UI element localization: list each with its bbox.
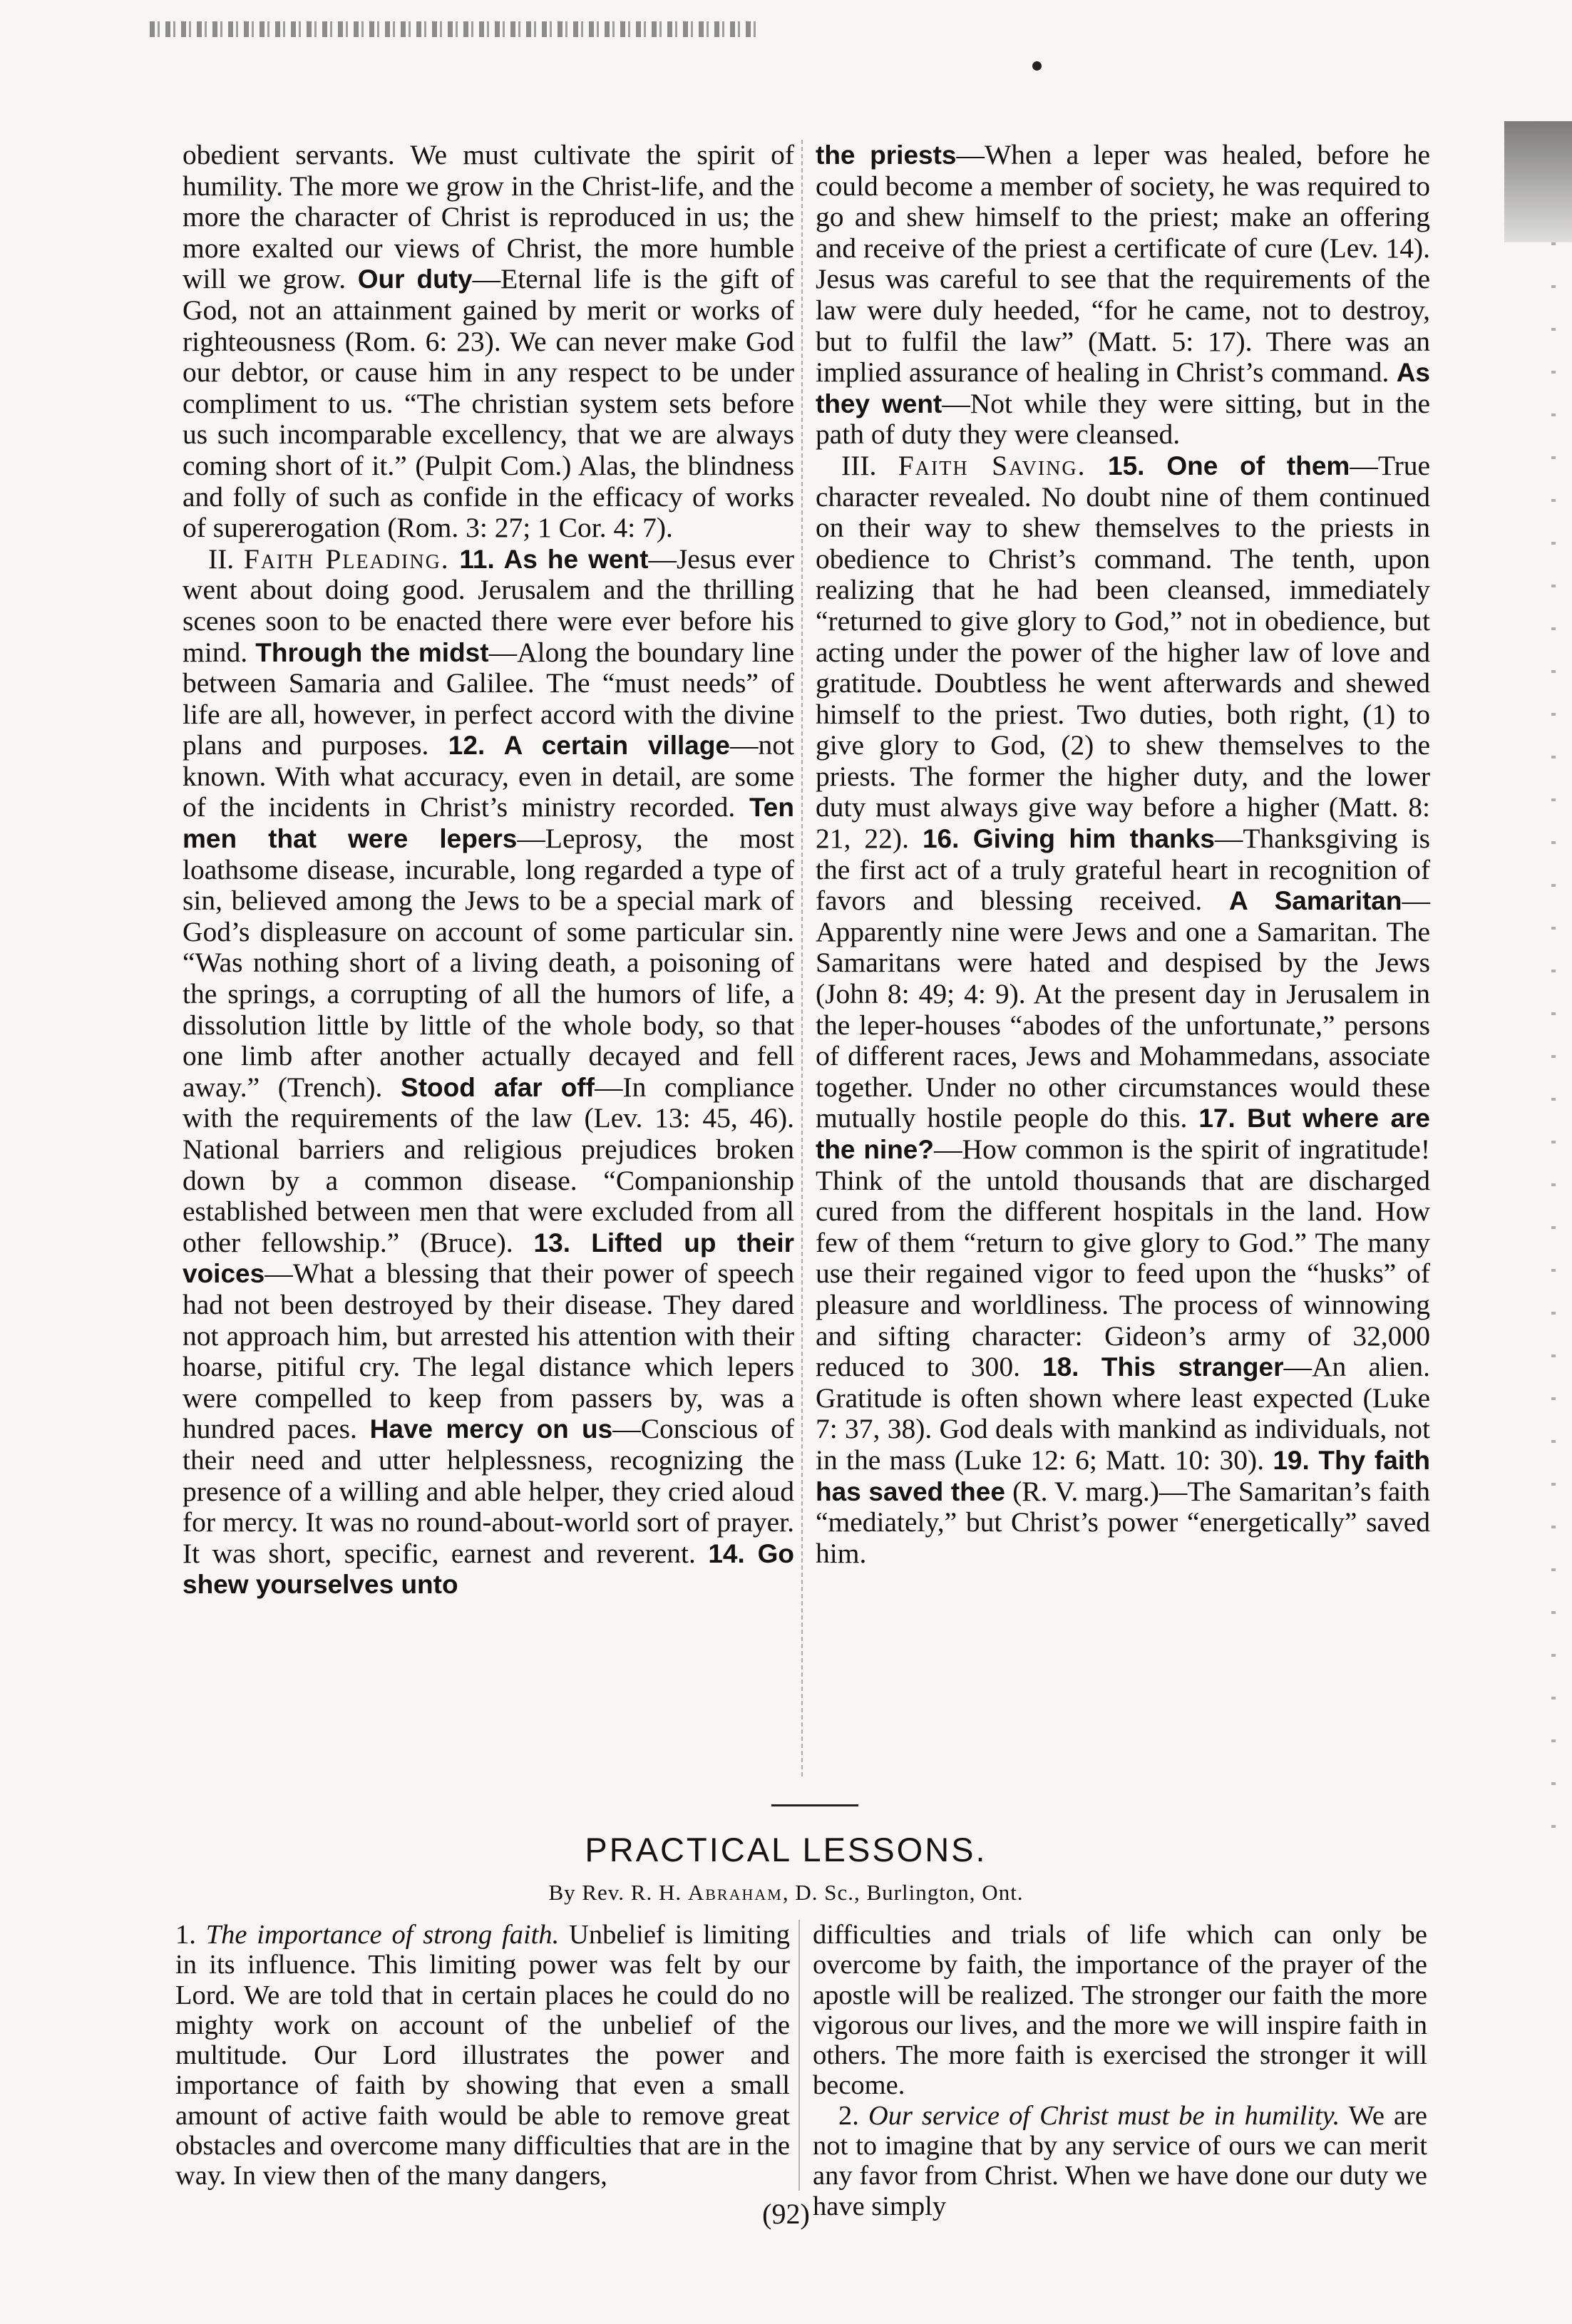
verse-keyword: 16. Giving him thanks — [922, 824, 1215, 854]
paragraph — [183, 140, 794, 544]
verse-keyword: As they went — [816, 358, 1430, 418]
text-run — [1086, 450, 1108, 481]
verse-keyword: Stood afar off — [401, 1072, 595, 1102]
text-run: —In compliance with the requirements of the law (Lev. 13: 45, 46). National barriers and religious prejudices broken down by a common disease. “Companionship established between men that were excluded from all other fellowship.” (Bruce). — [183, 1071, 794, 1258]
scan-edge-dots — [1551, 242, 1556, 1868]
lessons-left-column — [175, 1920, 790, 2191]
text-run: —Not while they were sitting, but in the path of duty they were cleansed. — [816, 387, 1430, 451]
paragraph — [175, 1920, 790, 2191]
text-run: —When a leper was healed, before he could become a member of society, he was required to go and shew himself to the priest; make an offering and receive of the priest a certificate of cure (Lev. 14). Jesus was careful to see that the requirements of the law were duly heeded, “for he came, not to destroy, but to fulfil the law” (Matt. 5: 17). There was an implied assurance of healing in Christ’s command. — [816, 139, 1430, 389]
verse-keyword: Have mercy on us — [369, 1414, 613, 1444]
text-run: —What a blessing that their power of speech had not been destroyed by their disease. They dared not approach him, but arrested his attention with their hoarse, pitiful cry. The legal distance which lepers were compelled to keep from passers by, was a hundred paces. — [183, 1258, 794, 1445]
text-run: —Conscious of their need and utter helplessness, recognizing the presence of a willing and able helper, they cried aloud for mercy. It was no round-about-world sort of prayer. It was short, specific, earnest and reverent. — [183, 1413, 794, 1569]
lesson-heading: The importance of strong faith. — [205, 1920, 560, 1950]
text-run: —Jesus ever went about doing good. Jerusalem and the thrilling scenes soon to be enacted there were ever before his mind. — [183, 543, 794, 668]
text-run: —Thanksgiving is the first act of a truly grateful heart in recognition of favors and blessing received. — [816, 823, 1431, 917]
section-title: PRACTICAL LESSONS. — [585, 1831, 987, 1868]
commentary-left-column — [183, 140, 794, 1600]
text-run: Unbelief is limiting in its influence. This limiting power was felt by our Lord. We are told that in certain places he could do no mighty work on account of the unbelief of the multitude. Our Lord illustrates the power and importance of faith by showing that even a small amount of active faith would be able to remove great obstacles and overcome many difficulties that are in the way. In view then of the many dangers, — [175, 1920, 790, 2191]
page-number: (92) — [762, 2198, 810, 2230]
verse-keyword: 14. Go shew yourselves unto — [183, 1538, 794, 1600]
lessons-column-divider — [798, 1920, 800, 2191]
text-run — [450, 543, 460, 575]
text-run: III. — [841, 449, 898, 481]
section-heading: Faith Pleading. — [243, 543, 450, 575]
commentary-right-column — [816, 140, 1430, 1569]
column-divider — [801, 140, 803, 1777]
verse-keyword: Through the midst — [255, 637, 489, 667]
text-run: We are not to imagine that by any service of ours we can merit any favor from Christ. When we have done our duty we have simply — [813, 2100, 1428, 2221]
byline-prefix: By Rev. R. H. — [548, 1880, 688, 1905]
verse-keyword: 11. As he went — [459, 544, 649, 574]
scan-artifact-top — [150, 21, 756, 37]
verse-keyword: the priests — [816, 140, 957, 170]
text-run: —How common is the spirit of ingratitude! Think of the untold thousands that are discharged cured from the different hospitals in the land. How few of them “return to give glory to God.” The many use their regained vigor to feed upon the “husks” of pleasure and worldliness. The process of winnowing and sifting character: Gideon’s army of 32,000 reduced to 300. — [816, 1133, 1430, 1383]
byline — [0, 1880, 1572, 1906]
verse-keyword: Our duty — [357, 264, 473, 294]
byline-suffix: , D. Sc., Burlington, Ont. — [782, 1880, 1024, 1905]
paragraph — [813, 1920, 1427, 2101]
text-run: (R. V. marg.)—The Samaritan’s faith “mediately,” but Christ’s power “energetically” saved him. — [816, 1475, 1430, 1569]
scan-edge-shadow — [1504, 121, 1572, 242]
text-run: obedient servants. We must cultivate the spirit of humility. The more we grow in the Christ-life, and the more the character of Christ is reproduced in us; the more exalted our views of Christ, the more humble will we grow. — [183, 139, 794, 295]
verse-keyword: 17. But where are the nine? — [816, 1104, 1431, 1164]
section-heading: Faith Saving. — [898, 449, 1086, 481]
text-run: 1. — [175, 1920, 206, 1950]
text-run: —Leprosy, the most loathsome disease, incurable, long regarded a type of sin, believed among the Jews to be a special mark of God’s displeasure on account of some particular sin. “Was nothing short of a living death, a poisoning of the springs, a corrupting of all the humors of life, a dissolution little by little of the whole body, so that one limb after another actually decayed and fell away.” (Trench). — [183, 823, 794, 1103]
text-run: difficulties and trials of life which can only be overcome by faith, the importance of the prayer of the apostle will be realized. The stronger our faith the more vigorous our lives, and the more we will inspire faith in others. The more faith is exercised the stronger it will become. — [813, 1920, 1427, 2101]
text-run: II. — [208, 543, 244, 575]
lessons-right-column — [813, 1920, 1427, 2221]
text-run: —True character revealed. No doubt nine of them continued on their way to shew themselves to the priests in obedience to Christ’s command. The tenth, upon realizing that he had been cleansed, immediately “returned to give glory to God,” not in obedience, but acting under the power of the higher law of love and gratitude. Doubtless he went afterwards and shewed himself to the priest. Two duties, both right, (1) to give glory to God, (2) to shew themselves to the priests. The former the higher duty, and the lower duty must always give way before a higher (Matt. 8: 21, 22). — [816, 449, 1431, 855]
section-separator-rule — [771, 1804, 858, 1806]
text-run: —Apparently nine were Jews and one a Samaritan. The Samaritans were hated and despised by the Jews (John 8: 49; 4: 9). At the present day in Jerusalem in the leper-houses “abodes of the unfortunate,” persons of different races, Jews and Mohammedans, associate together. Under no other circumstances would these mutually hostile people do this. — [816, 885, 1430, 1134]
verse-keyword: Ten men that were lepers — [183, 793, 794, 854]
verse-keyword: 15. One of them — [1108, 451, 1350, 480]
verse-keyword: A Samaritan — [1229, 886, 1402, 916]
text-run: —Eternal life is the gift of God, not an attainment gained by merit or works of righteousness (Rom. 6: 23). We can never make God our debtor, or cause him in any respect to be under compliment to us. “The christian system sets before us such incomparable excellency, that we are always coming short of it.” (Pulpit Com.) Alas, the blindness and folly of such as confide in the efficacy of works of supererogation (Rom. 3: 27; 1 Cor. 4: 7). — [183, 263, 794, 544]
verse-keyword: 18. This stranger — [1042, 1352, 1284, 1382]
paragraph — [816, 451, 1430, 1569]
text-run: —An alien. Gratitude is often shown where least expected (Luke 7: 37, 38). God deals with mankind as individuals, not in the mass (Luke 12: 6; Matt. 10: 30). — [816, 1351, 1430, 1476]
scan-speck — [1032, 61, 1042, 71]
paragraph — [183, 544, 794, 1600]
byline-author-name: Abraham — [687, 1880, 783, 1905]
text-run: —Along the boundary line between Samaria and Galilee. The “must needs” of life are all, however, in perfect accord with the divine plans and purposes. — [183, 636, 794, 761]
lesson-heading: Our service of Christ must be in humility. — [868, 2100, 1340, 2131]
text-run: —not known. With what accuracy, even in detail, are some of the incidents in Christ’s ministry recorded. — [183, 729, 794, 823]
verse-keyword: 12. A certain village — [448, 731, 731, 761]
paragraph — [816, 140, 1430, 451]
verse-keyword: 19. Thy faith has saved thee — [816, 1445, 1430, 1506]
text-run: 2. — [838, 2100, 868, 2131]
verse-keyword: 13. Lifted up their voices — [183, 1228, 794, 1289]
